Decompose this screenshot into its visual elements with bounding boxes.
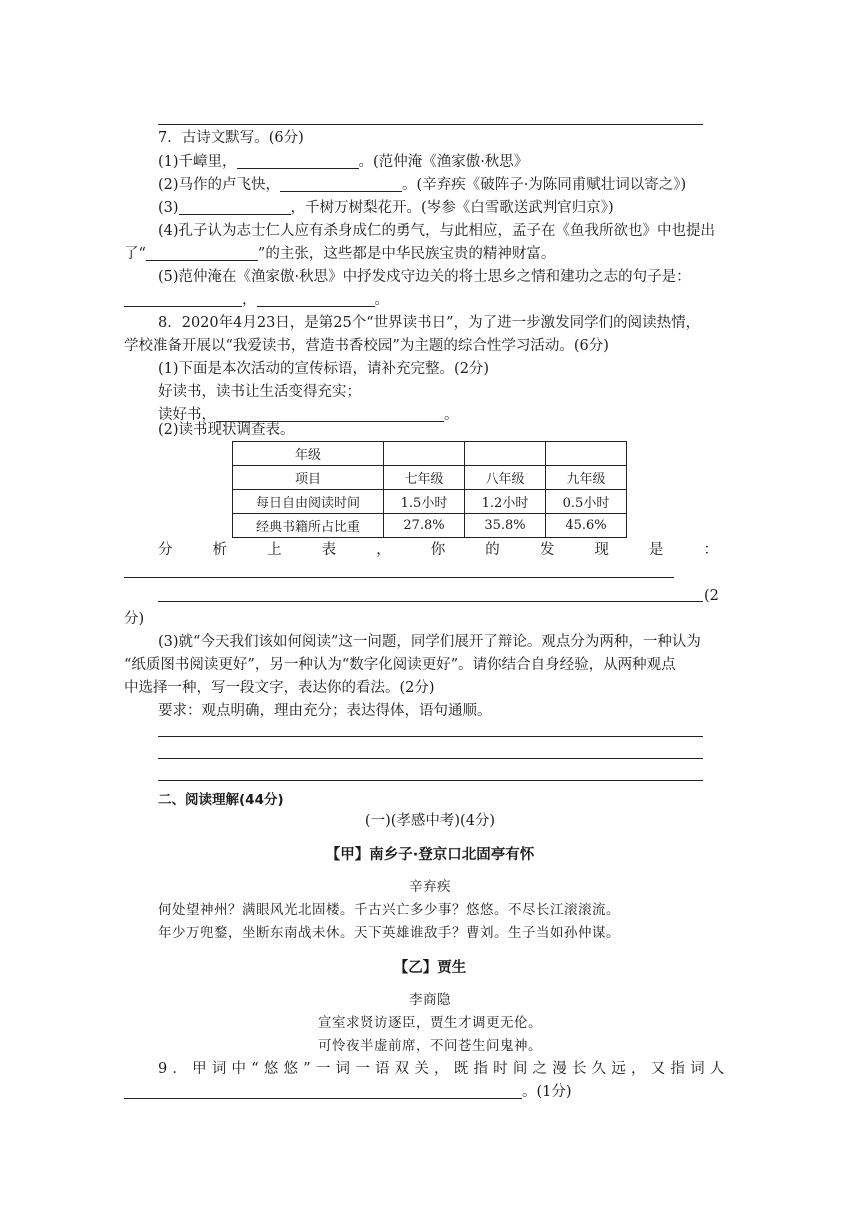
table-cell: 35.8% [465,514,546,538]
q7-item-5-blanks [124,290,389,310]
q9-end: 。(1分) [522,1084,572,1100]
table-row [233,514,627,538]
finding-char: 是 [648,542,664,558]
poem-b-line-1: 宣室求贤访逐臣，贾生才调更无伦。 [318,1015,542,1031]
table-row [233,442,627,466]
table-cell: 1.2小时 [465,490,546,514]
q8-part-3-line-1: (3)就“今天我们该如何阅读”这一问题，同学们展开了辩论。观点分为两种，一种认为 [158,634,701,650]
answer-blank[interactable] [179,200,291,215]
finding-char: 分 [158,542,173,558]
q7-item-5: (5)范仲淹在《渔家傲·秋思》中抒发戍守边关的将士思乡之情和建功之志的句子是： [158,269,691,285]
q7-item-2-source: 。(辛弃疾《破阵子·为陈同甫赋壮词以寄之》) [402,177,687,193]
slogan-2-end: 。 [444,407,459,423]
q7-item-4-open: 了“ [124,246,146,262]
score-2-open: (2 [704,588,719,604]
finding-char: 的 [485,542,500,558]
finding-char: 你 [430,542,446,558]
answer-blank[interactable] [124,1084,522,1099]
q7-item-4: (4)孔子认为志士仁人应有杀身成仁的勇气，与此相应，孟子在《鱼我所欲也》中也提出 [158,223,716,239]
q7-item-4-cont [124,244,555,264]
finding-char: 上 [267,542,282,558]
table-cell: 45.6% [546,514,627,538]
finding-char: 发 [539,542,555,558]
answer-line[interactable] [124,577,674,578]
q8-part-3-line-2: “纸质图书阅读更好”，另一种认为“数字化阅读更好”。请你结合自身经验，从两种观点 [124,657,676,673]
table-header-item: 项目 [233,466,384,490]
table-row [233,466,627,490]
answer-blank[interactable] [146,246,258,261]
table-cell: 27.8% [384,514,465,538]
survey-table [232,441,627,538]
table-cell [384,442,465,466]
table-cell: 1.5小时 [384,490,465,514]
q9-line-1: 9．甲词中“悠悠”一词一语双关，既指时间之漫长久远，又指词人 [158,1061,730,1077]
q7-item-3-text: ，千树万树梨花开。(岑参《白雪歌送武判官归京》) [290,200,614,216]
table-cell [465,442,546,466]
poem-b-title: 【乙】贾生 [393,960,467,976]
table-header-grade-9: 九年级 [546,466,627,490]
answer-line [158,124,703,125]
answer-blank[interactable] [124,292,242,307]
poem-b-author: 李商隐 [409,992,451,1008]
q7-item-1-text: (1)千嶂里， [158,154,237,170]
finding-char: 表 [321,542,337,558]
q8-part-1: (1)下面是本次活动的宣传标语，请补充完整。(2分) [158,361,490,377]
finding-char: 现 [594,542,609,558]
poem-a-title: 【甲】南乡子·登京口北固亭有怀 [325,847,535,863]
poem-a-author: 辛弃疾 [409,879,451,895]
score-2-close: 分) [124,611,145,627]
poem-a-line-1: 何处望神州？满眼风光北固楼。千古兴亡多少事？悠悠。不尽长江滚滚流。 [158,902,620,918]
finding-prompt [158,540,718,560]
table-header-grade: 年级 [233,442,384,466]
slogan-2-text: 读好书， [158,407,216,423]
table-cell [546,442,627,466]
answer-line[interactable] [158,736,703,737]
q7-item-5-comma: ， [242,292,257,308]
q7-item-2-text: (2)马作的卢飞快， [158,177,281,193]
finding-char: 析 [212,542,228,558]
q7-item-3-prefix: (3) [158,200,179,216]
poem-b-line-2: 可怜夜半虚前席，不问苍生问鬼神。 [318,1038,542,1054]
q7-item-2 [158,175,686,195]
table-row [233,490,627,514]
q7-item-4-close: ”的主张，这些都是中华民族宝贵的精神财富。 [257,246,556,262]
poem-a-line-2: 年少万兜鍪，坐断东南战未休。天下英雄谁敌手？曹刘。生子当如孙仲谋。 [158,925,620,941]
row-label: 每日自由阅读时间 [233,490,384,514]
q7-item-3 [158,198,614,218]
q8-part-2: (2)读书现状调查表。 [158,422,295,438]
q7-item-1-source: 。(范仲淹《渔家傲·秋思》 [358,154,529,170]
answer-blank[interactable] [280,177,402,192]
row-label: 经典书籍所占比重 [233,514,384,538]
answer-line[interactable] [158,780,703,781]
q8-intro-1: 8．2020年4月23日，是第25个“世界读书日”，为了进一步激发同学们的阅读热情， [158,315,701,331]
q9-line-2 [124,1082,572,1102]
q7-item-1 [158,152,528,172]
answer-blank[interactable] [257,292,375,307]
slogan-line-1: 好读书，读书让生活变得充实； [158,384,361,400]
section-subtitle: (一)(孝感中考)(4分) [364,813,496,829]
table-cell: 0.5小时 [546,490,627,514]
table-header-grade-7: 七年级 [384,466,465,490]
section-title: 二、阅读理解(44分) [158,792,284,808]
answer-line[interactable] [158,758,703,759]
q8-requirement: 要求：观点明确，理由充分；表达得体，语句通顺。 [158,703,492,719]
q8-part-3-line-3: 中选择一种，写一段文字，表达你的看法。(2分) [124,680,435,696]
q7-title: 7．古诗文默写。(6分) [158,130,304,146]
answer-line[interactable] [158,601,703,602]
table-header-grade-8: 八年级 [465,466,546,490]
finding-char: ， [376,542,391,558]
q8-intro-2: 学校准备开展以“我爱读书，营造书香校园”为主题的综合性学习活动。(6分) [124,338,609,354]
answer-blank[interactable] [237,154,359,169]
finding-char: ： [703,542,718,558]
q7-item-5-end: 。 [374,292,389,308]
